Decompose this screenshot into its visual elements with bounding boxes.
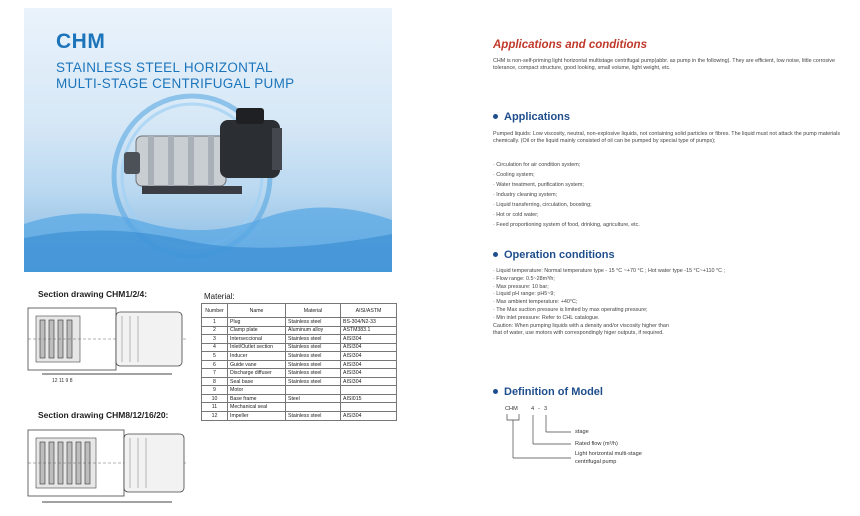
row-material <box>286 386 341 395</box>
list-item: · Flow range: 0.5~28m³/h; <box>493 275 555 282</box>
applications-list <box>493 160 640 230</box>
section-drawing-label-2: Section drawing CHM8/12/16/20: <box>38 410 169 420</box>
row-material: Stainless steel <box>286 377 341 386</box>
row-material: Stainless steel <box>286 352 341 361</box>
list-item: · Liquid temperature: Normal temperature type - 15 °C ~+70 °C ; Hot water type -15 °C~+110 °C ; <box>493 268 726 274</box>
row-aisi <box>341 403 397 412</box>
list-item: that of water, use motors with correspondingly higer outputs, if required. <box>493 330 664 337</box>
row-material: Stainless steel <box>286 318 341 327</box>
model-code-stage: 3 <box>544 406 548 412</box>
row-material: Aluminum alloy <box>286 326 341 335</box>
row-name: Inducer <box>228 352 286 361</box>
col-material: Material <box>286 304 341 318</box>
list-item: · Hot or cold water; <box>493 212 539 218</box>
row-number: 4 <box>202 343 228 352</box>
col-number: Number <box>202 304 228 318</box>
table-row <box>202 360 397 369</box>
table-row <box>202 343 397 352</box>
row-aisi: AISI304 <box>341 377 397 386</box>
table-row <box>202 394 397 403</box>
svg-text:12 11 9 8: 12 11 9 8 <box>52 378 73 384</box>
model-bracket-lines <box>505 406 685 466</box>
table-row <box>202 335 397 344</box>
row-name: Plug <box>228 318 286 327</box>
list-item: · Cooling system; <box>493 172 535 178</box>
model-code-dash: - <box>538 406 540 412</box>
row-name: Discharge diffuser <box>228 369 286 378</box>
material-title: Material: <box>204 292 235 301</box>
model-code-prefix: CHM <box>505 406 518 412</box>
row-number: 9 <box>202 386 228 395</box>
hero-subtitle <box>56 60 294 92</box>
row-aisi: AISI304 <box>341 369 397 378</box>
table-row <box>202 326 397 335</box>
row-material: Steel <box>286 394 341 403</box>
model-code-flow: 4 <box>531 406 535 412</box>
list-item: Caution: When pumping liquids with a density and/or viscosity higher than <box>493 322 669 329</box>
section-drawing-2 <box>22 420 192 512</box>
list-item: · Industry cleaning system; <box>493 192 558 198</box>
hero-subtitle-line-1: STAINLESS STEEL HORIZONTAL <box>56 60 273 75</box>
row-material: Stainless steel <box>286 360 341 369</box>
model-label-flow: Rated flow (m³/h) <box>575 441 618 447</box>
material-header-row <box>202 304 397 318</box>
row-number: 8 <box>202 377 228 386</box>
table-row <box>202 318 397 327</box>
row-number: 1 <box>202 318 228 327</box>
row-number: 3 <box>202 335 228 344</box>
col-aisi: AISI/ASTM <box>341 304 397 318</box>
list-item: · Liquid transferring, circulation, boosting; <box>493 202 592 208</box>
row-name: Interseccional <box>228 335 286 344</box>
col-name: Name <box>228 304 286 318</box>
list-item: · The Max suction pressure is limited by max operating pressure; <box>493 306 648 313</box>
row-number: 2 <box>202 326 228 335</box>
table-row <box>202 352 397 361</box>
row-aisi: BS-304/N2-33 <box>341 318 397 327</box>
row-name: Motor <box>228 386 286 395</box>
applications-heading-label: Applications <box>504 111 571 123</box>
row-material: Stainless steel <box>286 343 341 352</box>
applications-heading <box>493 111 570 123</box>
model-label-pump-1: Light horizontal multi-stage <box>575 451 642 457</box>
row-number: 12 <box>202 412 228 421</box>
row-aisi: AISI304 <box>341 412 397 421</box>
model-label-stage: stage <box>575 429 589 435</box>
intro-text: CHM is non-self-priming light horizontal multistage centrifugal pump(abbr. as pump in the following). They are efficient, low noise, little corrosive tolerance, compact structure, good looking, small volume, light weight, etc. <box>493 58 835 71</box>
row-name: Mechanical seal <box>228 403 286 412</box>
row-number: 7 <box>202 369 228 378</box>
table-row <box>202 369 397 378</box>
row-number: 6 <box>202 360 228 369</box>
applications-text: Pumped liquids: Low viscosity, neutral, non-explosive liquids, not containing solid particles or fibres. The liquid must not attack the pump materials chemically. (Oil or the liquid mainly consisted of oil can be pumped by special type of pumps); <box>493 131 841 144</box>
row-name: Guide vane <box>228 360 286 369</box>
row-material <box>286 403 341 412</box>
row-name: Base frame <box>228 394 286 403</box>
table-row <box>202 377 397 386</box>
row-aisi: AISI304 <box>341 360 397 369</box>
bullet-dot-icon <box>493 389 498 394</box>
row-aisi: AISI304 <box>341 352 397 361</box>
hero-title: CHM <box>56 30 106 53</box>
operation-heading-label: Operation conditions <box>504 249 615 261</box>
row-name: Seal base <box>228 377 286 386</box>
list-item: · Min inlet pressure: Refer to CHL catalogue. <box>493 314 600 321</box>
model-heading <box>493 386 603 398</box>
row-name: Impeller <box>228 412 286 421</box>
table-row <box>202 386 397 395</box>
list-item: · Circulation for air condition system; <box>493 162 581 168</box>
row-number: 5 <box>202 352 228 361</box>
bullet-dot-icon <box>493 114 498 119</box>
row-material: Stainless steel <box>286 369 341 378</box>
row-material: Stainless steel <box>286 412 341 421</box>
section-drawing-label-1: Section drawing CHM1/2/4: <box>38 289 148 299</box>
row-aisi: AISI015 <box>341 394 397 403</box>
list-item: · Max pressure: 10 bar; <box>493 283 549 290</box>
list-item: · Water treatment, purification system; <box>493 182 584 188</box>
row-number: 10 <box>202 394 228 403</box>
row-name: Clamp plate <box>228 326 286 335</box>
row-number: 11 <box>202 403 228 412</box>
section-drawing-1 <box>22 298 192 386</box>
material-table <box>201 303 397 421</box>
hero-subtitle-line-2: MULTI-STAGE CENTRIFUGAL PUMP <box>56 76 295 91</box>
model-label-pump-2: centrifugal pump <box>575 459 617 465</box>
operation-heading <box>493 249 615 261</box>
table-row <box>202 412 397 421</box>
table-row <box>202 403 397 412</box>
hero-banner <box>24 8 392 272</box>
model-heading-label: Definition of Model <box>504 386 603 398</box>
operation-list <box>493 268 725 338</box>
row-aisi <box>341 386 397 395</box>
list-item: · Liquid pH range: pH5~9; <box>493 291 555 298</box>
applications-conditions-title: Applications and conditions <box>493 39 647 51</box>
list-item: · Max ambient temperature: +40°C; <box>493 299 578 306</box>
list-item: · Feed proportioning system of food, drinking, agriculture, etc. <box>493 222 640 228</box>
row-material: Stainless steel <box>286 335 341 344</box>
row-aisi: AISI304 <box>341 335 397 344</box>
row-aisi: AISI304 <box>341 343 397 352</box>
row-name: Inlet/Outlet section <box>228 343 286 352</box>
bullet-dot-icon <box>493 252 498 257</box>
row-aisi: ASTM383.1 <box>341 326 397 335</box>
